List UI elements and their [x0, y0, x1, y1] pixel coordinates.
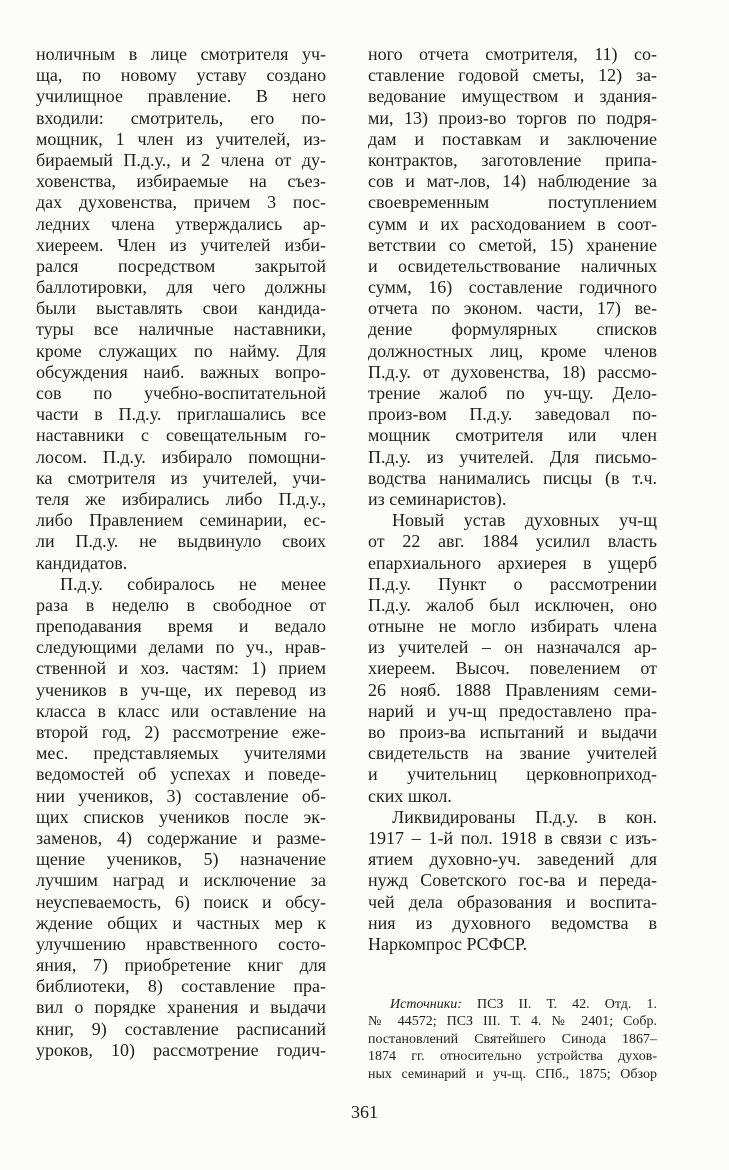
text-line: уроков, 10) рассмотрение годич-	[36, 1039, 326, 1060]
text-line: бираемый П.д.у., и 2 члена от ду-	[36, 149, 326, 170]
text-line: ли П.д.у. не выдвинуло своих	[36, 531, 326, 552]
text-line: контрактов, заготовление припа-	[368, 149, 657, 170]
text-line: сумм, 16) составление годичного	[368, 277, 657, 298]
sources-line: № 44572; ПСЗ III. Т. 4. № 2401; Собр.	[368, 1014, 657, 1030]
paragraph	[368, 807, 657, 955]
text-line: второй год, 2) рассмотрение еже-	[36, 722, 326, 742]
text-line: водства нанимались писцы (в т.ч.	[368, 467, 657, 488]
text-line: ледних члена утверждались ар-	[36, 213, 326, 234]
text-line: кроме служащих по найму. Для	[36, 340, 326, 361]
text-line: епархиального архиерея в ущерб	[368, 552, 657, 573]
text-line: щение учеников, 5) назначение	[36, 849, 326, 870]
text-line: мощник смотрителя или член	[368, 425, 657, 446]
text-line: хиереем. Член из учителей изби-	[36, 234, 326, 255]
text-line: яния, 7) приобретение книг для	[36, 955, 326, 976]
text-line: ноличным в лице смотрителя уч-	[36, 44, 326, 64]
text-line: Новый устав духовных уч-щ	[392, 510, 657, 531]
text-line: обсуждения наиб. важных вопро-	[36, 361, 326, 382]
text-line: класса в класс или оставление на	[36, 700, 326, 721]
text-line: и учительниц церковноприход-	[368, 764, 657, 785]
text-line: нии учеников, 3) составление об-	[36, 785, 326, 806]
text-line: должностных лиц, кроме членов	[368, 340, 657, 361]
text-line: ного отчета смотрителя, 11) со-	[368, 44, 657, 64]
text-line: заменов, 4) содержание и разме-	[36, 827, 326, 848]
text-line: теля же избирались либо П.д.у.,	[36, 488, 326, 509]
text-line: мес. представляемых учителями	[36, 743, 326, 764]
page-number: 361	[351, 1102, 378, 1122]
text-line: хиереем. Высоч. повелением от	[368, 658, 657, 679]
text-line: туры все наличные наставники,	[36, 319, 326, 340]
text-line: учеников в уч-ще, их перевод из	[36, 679, 326, 700]
text-line: Наркомпрос РСФСР.	[368, 933, 528, 954]
text-line: ка смотрителя из учителей, учи-	[36, 467, 326, 488]
text-line: библиотеки, 8) составление пра-	[36, 976, 326, 997]
text-line: преподавания время и ведало	[36, 616, 326, 637]
text-line: ственной и хоз. частям: 1) прием	[36, 658, 326, 679]
text-line: дение формулярных списков	[368, 319, 657, 340]
text-line: ских школ.	[368, 785, 452, 806]
sources-line: 1874 гг. относительно устройства духов-	[368, 1049, 657, 1065]
text-line: свидетельств на звание учителей	[368, 743, 657, 764]
text-line: кандидатов.	[36, 552, 128, 573]
text-line: отчета по эконом. части, 17) ве-	[368, 298, 657, 319]
text-line: чей дела образования и воспита-	[368, 891, 657, 912]
text-line: трение жалоб по уч-щу. Дело-	[368, 383, 657, 403]
text-line: ведование имуществом и здания-	[368, 86, 657, 107]
text-line: входили: смотритель, его по-	[36, 107, 326, 128]
text-line: из учителей – он назначался ар-	[368, 637, 657, 658]
text-line: следующими делами по уч., нрав-	[36, 637, 326, 658]
text-line: лосом. П.д.у. избирало помощни-	[36, 446, 326, 467]
text-line: неуспеваемость, 6) поиск и обсу-	[36, 891, 326, 912]
text-line: во произ-ва испытаний и выдачи	[368, 722, 657, 742]
text-line: книг, 9) составление расписаний	[36, 1018, 326, 1039]
text-line: либо Правлением семинарии, ес-	[36, 510, 326, 531]
text-line: произ-вом П.д.у. заведовал по-	[368, 404, 657, 425]
text-line: ведомостей об успехах и поведе-	[36, 764, 326, 785]
text-line: ния из духовного ведомства в	[368, 912, 657, 933]
text-line: ждение общих и частных мер к	[36, 912, 326, 933]
text-line: баллотировки, для чего должны	[36, 277, 326, 298]
text-line: ятием духовно-уч. заведений для	[368, 849, 657, 870]
sources-line: ных семинарий и уч-щ. СПб., 1875; Обзор	[368, 1066, 657, 1082]
text-line: сов по учебно-воспитательной	[36, 383, 326, 403]
text-line: Ликвидированы П.д.у. в кон.	[392, 806, 657, 827]
text-line: ветствии со сметой, 15) хранение	[368, 234, 657, 255]
text-line: дах духовенства, причем 3 пос-	[36, 192, 326, 213]
text-line: П.д.у. от духовенства, 18) рассмо-	[368, 361, 657, 382]
paragraph	[36, 44, 326, 574]
sources-label: Источники:	[390, 997, 462, 1012]
text-line: мощник, 1 член из учителей, из-	[36, 128, 326, 149]
sources-line	[368, 996, 657, 1013]
text-line: рался посредством закрытой	[36, 255, 326, 276]
text-line: и освидетельствование наличных	[368, 255, 657, 276]
text-line: 1917 – 1-й пол. 1918 в связи с изъ-	[368, 827, 657, 848]
sources-line: постановлений Святейшего Синода 1867–	[368, 1031, 657, 1047]
text-line: от 22 авг. 1884 усилил власть	[368, 531, 657, 552]
text-line: раза в неделю в свободное от	[36, 594, 326, 615]
text-line: дам и поставкам и заключение	[368, 128, 657, 149]
text-line: ми, 13) произ-во торгов по подря-	[368, 107, 657, 128]
text-line: части в П.д.у. приглашались все	[36, 404, 326, 425]
text-line: вил о порядке хранения и выдачи	[36, 997, 326, 1018]
paragraph	[368, 44, 657, 510]
text-line: ставление годовой сметы, 12) за-	[368, 65, 657, 86]
paragraph	[368, 510, 657, 807]
text-line: П.д.у. собиралось не менее	[60, 573, 326, 594]
text-line: нужд Советского гос-ва и переда-	[368, 870, 657, 891]
right-text-column	[368, 44, 657, 955]
text-line: П.д.у. Пункт о рассмотрении	[368, 573, 657, 594]
text-line: наставники с совещательным го-	[36, 425, 326, 446]
text-line: ща, по новому уставу создано	[36, 65, 326, 86]
text-line: лучшим наград и исключение за	[36, 870, 326, 891]
text-line: были выставлять свои кандида-	[36, 298, 326, 319]
text-line: нарий и уч-щ предоставлено пра-	[368, 700, 657, 721]
text-line: сумм и их расходованием в соот-	[368, 213, 657, 234]
left-text-column	[36, 44, 326, 1061]
text-line: своевременным поступлением	[368, 192, 657, 213]
text-line: из семинаристов).	[368, 488, 507, 509]
text-line: щих списков учеников после эк-	[36, 806, 326, 827]
text-line: училищное правление. В него	[36, 86, 326, 107]
text-line: улучшению нравственного состо-	[36, 933, 326, 954]
sources-section	[368, 996, 657, 1083]
text-line: П.д.у. жалоб был исключен, оно	[368, 594, 657, 615]
text-line: П.д.у. из учителей. Для письмо-	[368, 446, 657, 467]
text-line: отныне не могло избирать члена	[368, 616, 657, 637]
text-line: сов и мат-лов, 14) наблюдение за	[368, 171, 657, 192]
text-line: 26 нояб. 1888 Правлениям семи-	[368, 679, 657, 700]
sources-line-text: ПСЗ II. Т. 42. Отд. 1.	[461, 997, 657, 1012]
paragraph	[36, 574, 326, 1061]
text-line: ховенства, избираемые на съез-	[36, 171, 326, 192]
